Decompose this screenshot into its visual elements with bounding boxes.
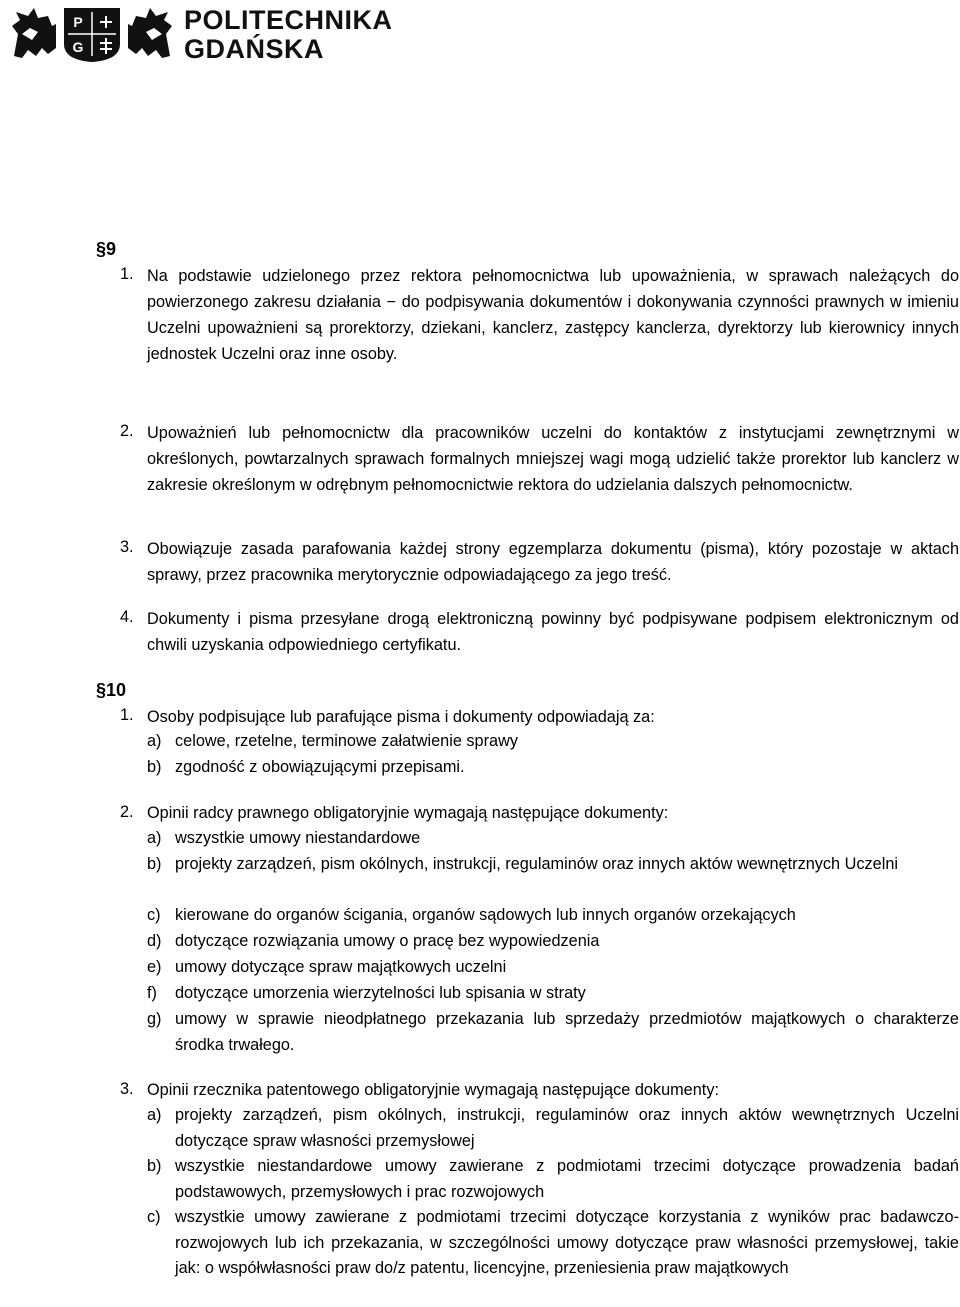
section10-item3-sub-a-letter: a) — [147, 1106, 162, 1124]
section10-item2-sub-c-text: kierowane do organów ścigania, organów sądowych lub innych organów orzekających — [175, 906, 796, 924]
section10-item3-number: 3. — [120, 1080, 134, 1098]
section10-item2-sub-g-letter: g) — [147, 1010, 162, 1028]
section10-item3-sub-c-text: wszystkie umowy zawierane z podmiotami trzecimi dotyczące korzystania z wyników prac badawczo-rozwojowych lub ich przekazania, w szczególności umowy dotyczące praw własności przemysłowej, takie jak: o współwłasności praw do/z patentu, licencyjne, przeniesienia praw majątkowych — [175, 1208, 959, 1278]
section10-item3-sub-c-letter: c) — [147, 1208, 161, 1226]
section10-item3-sub-b-letter: b) — [147, 1157, 162, 1175]
section10-item2-sub-b-text: projekty zarządzeń, pism okólnych, instrukcji, regulaminów oraz innych aktów wewnętrznych Uczelni — [175, 855, 899, 873]
section10-item2-sub-e-text: umowy dotyczące spraw majątkowych uczelni — [175, 958, 507, 976]
crest-letter-p: P — [73, 14, 83, 30]
section9-item1-text: Na podstawie udzielonego przez rektora pełnomocnictwa lub upoważnienia, w sprawach należących do powierzonego zakresu działania − do podpisywania dokumentów i dokonywania czynności prawnych w imieniu Uczelni upoważnieni są prorektorzy, dziekani, kanclerz, zastępcy kanclerza, dyrektorzy lub kierownicy innych jednostek Uczelni oraz inne osoby. — [147, 267, 959, 363]
section9-item4-text: Dokumenty i pisma przesyłane drogą elektroniczną powinny być podpisywane podpisem elektronicznym od chwili uzyskania odpowiedniego certyfikatu. — [147, 610, 959, 654]
section10-item2-sub-a-text: wszystkie umowy niestandardowe — [175, 829, 421, 847]
section10-item1-sub-a-text: celowe, rzetelne, terminowe załatwienie sprawy — [175, 732, 518, 750]
section-marker-9: §9 — [96, 239, 117, 259]
section10-item2-sub-f-text: dotyczące umorzenia wierzytelności lub spisania w straty — [175, 984, 586, 1002]
section9-item2-number: 2. — [120, 422, 134, 440]
section9-item3-number: 3. — [120, 538, 134, 556]
section10-item1-sub-b-letter: b) — [147, 758, 162, 776]
section10-item1-sub-b-text: zgodność z obowiązującymi przepisami. — [175, 758, 465, 776]
section10-item2-sub-d-text: dotyczące rozwiązania umowy o pracę bez wypowiedzenia — [175, 932, 600, 950]
crest-letter-g: G — [72, 39, 84, 55]
section10-item3-sub-a-text: projekty zarządzeń, pism okólnych, instrukcji, regulaminów oraz innych aktów wewnętrznych Uczelni dotyczące spraw własności przemysłowej — [175, 1106, 959, 1150]
section10-item1-text: Osoby podpisujące lub parafujące pisma i dokumenty odpowiadają za: — [147, 708, 655, 726]
section10-item3-sub-b-text: wszystkie niestandardowe umowy zawierane z podmiotami trzecimi dotyczące prowadzenia badań podstawowych, przemysłowych i prac rozwojowych — [175, 1157, 959, 1201]
section9-item1-number: 1. — [120, 265, 134, 283]
section10-item1-sub-a-letter: a) — [147, 732, 162, 750]
section10-item2-sub-d-letter: d) — [147, 932, 162, 950]
section10-item3-text: Opinii rzecznika patentowego obligatoryjnie wymagają następujące dokumenty: — [147, 1081, 719, 1099]
section10-item2-text: Opinii radcy prawnego obligatoryjnie wymagają następujące dokumenty: — [147, 804, 669, 822]
section10-item2-sub-c-letter: c) — [147, 906, 161, 924]
section10-item2-sub-f-letter: f) — [147, 984, 157, 1002]
section9-item3-text: Obowiązuje zasada parafowania każdej strony egzemplarza dokumentu (pisma), który pozostaje w aktach sprawy, przez pracownika merytorycznie odpowiadającego za jego treść. — [147, 540, 959, 584]
section10-item2-sub-b-letter: b) — [147, 855, 162, 873]
section-marker-10: §10 — [96, 680, 127, 700]
university-name-line2: GDAŃSKA — [184, 34, 325, 64]
section9-item2-text: Upoważnień lub pełnomocnictw dla pracowników uczelni do kontaktów z instytucjami zewnętrznymi w określonych, powtarzalnych sprawach formalnych mniejszej wagi mogą udzielić także prorektor lub kanclerz w zakresie określonym w odrębnym pełnomocnictwie rektora do udzielania dalszych pełnomocnictw. — [147, 424, 959, 494]
section10-item1-number: 1. — [120, 706, 134, 724]
section9-item4-number: 4. — [120, 608, 134, 626]
section10-item2-number: 2. — [120, 803, 134, 821]
section10-item2-sub-e-letter: e) — [147, 958, 162, 976]
section10-item2-sub-a-letter: a) — [147, 829, 162, 847]
university-name-line1: POLITECHNIKA — [184, 5, 393, 35]
section10-item2-sub-g-text: umowy w sprawie nieodpłatnego przekazania lub sprzedaży przedmiotów majątkowych o charakterze środka trwałego. — [175, 1010, 959, 1054]
